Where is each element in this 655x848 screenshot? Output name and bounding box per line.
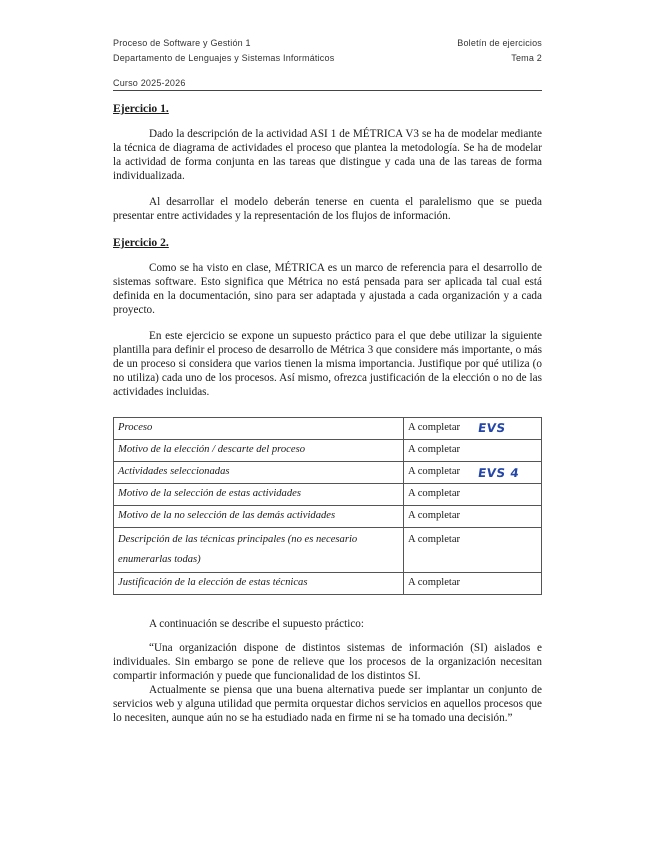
table-cell-label: Proceso (114, 418, 404, 440)
table-cell-label: Descripción de las técnicas principales (no es necesario enumerarlas todas) (114, 528, 404, 573)
case-intro: A continuación se describe el supuesto práctico: (149, 618, 364, 630)
table-row (114, 440, 542, 462)
case-quote-paragraph-2: Actualmente se piensa que una buena alternativa puede ser implantar un conjunto de servicios web y alguna utilidad que permita orquestar dichos servicios en aquellos procesos que lo necesiten, aunque aún no se ha estudiado nada en firme ni se ha tomado una decisión.” (113, 684, 542, 724)
header-topic: Tema 2 (511, 53, 542, 63)
case-quote (113, 641, 542, 725)
table-cell-value: A completar (404, 528, 542, 573)
exercise-1-paragraph-2: Al desarrollar el modelo deberán tenerse en cuenta el paralelismo que se pueda presentar entre actividades y la representación de los flujos de información. (113, 196, 542, 222)
header-year: Curso 2025-2026 (113, 78, 186, 88)
table-cell-value (404, 418, 542, 440)
value-text: A completar (408, 466, 461, 477)
table-row (114, 462, 542, 484)
table-row (114, 573, 542, 595)
table-cell-label: Justificación de la elección de estas técnicas (114, 573, 404, 595)
table-row (114, 506, 542, 528)
table-cell-value: A completar (404, 573, 542, 595)
exercise-2-title: Ejercicio 2. (113, 236, 169, 249)
table-cell-value: A completar (404, 440, 542, 462)
table-cell-label: Motivo de la no selección de las demás actividades (114, 506, 404, 528)
value-text: A completar (408, 422, 461, 433)
exercise-1-paragraph-1: Dado la descripción de la actividad ASI 1 de MÉTRICA V3 se ha de modelar mediante la técnica de diagrama de actividades el proceso que plantea la metodología. Se ha de modelar la actividad de forma conjunta en las tareas que distingue y cada una de las tareas de forma individualizada. (113, 128, 542, 182)
table-row (114, 484, 542, 506)
table-row (114, 418, 542, 440)
header-rule (113, 90, 542, 91)
table-row (114, 528, 542, 573)
handwritten-note: EVS (477, 421, 507, 435)
header-department: Departamento de Lenguajes y Sistemas Informáticos (113, 53, 335, 63)
template-table (113, 417, 542, 595)
table-cell-label: Actividades seleccionadas (114, 462, 404, 484)
exercise-2-paragraph-2: En este ejercicio se expone un supuesto práctico para el que debe utilizar la siguiente plantilla para definir el proceso de desarrollo de Métrica 3 que considere más importante, o más de un proceso si considera que varios tienen la misma importancia. Justifique por qué utiliza (o no utiliza) cada uno de los procesos. Así mismo, ofrezca justificación de la elección o no de las actividades incluidas. (113, 330, 542, 398)
handwritten-note: EVS 4 (477, 466, 521, 480)
header-course-name: Proceso de Software y Gestión 1 (113, 38, 251, 48)
header-doc-type: Boletín de ejercicios (457, 38, 542, 48)
table-cell-value (404, 462, 542, 484)
table-cell-value: A completar (404, 506, 542, 528)
table-cell-label: Motivo de la elección / descarte del proceso (114, 440, 404, 462)
case-quote-paragraph-1: “Una organización dispone de distintos sistemas de información (SI) aislados e individuales. Sin embargo se pone de relieve que los procesos de la organización necesitan compartir información y puede que funcionalidad de los distintos SI. (113, 642, 542, 682)
document-body (113, 101, 542, 725)
exercise-1-title: Ejercicio 1. (113, 102, 169, 115)
table-cell-label: Motivo de la selección de estas actividades (114, 484, 404, 506)
table-cell-value: A completar (404, 484, 542, 506)
exercise-2-paragraph-1: Como se ha visto en clase, MÉTRICA es un marco de referencia para el desarrollo de sistemas software. Esto significa que Métrica no está pensada para ser aplicada tal cual está definida en la documentación, sino para ser adaptada y ajustada a cada organización y a cada proyecto. (113, 262, 542, 316)
